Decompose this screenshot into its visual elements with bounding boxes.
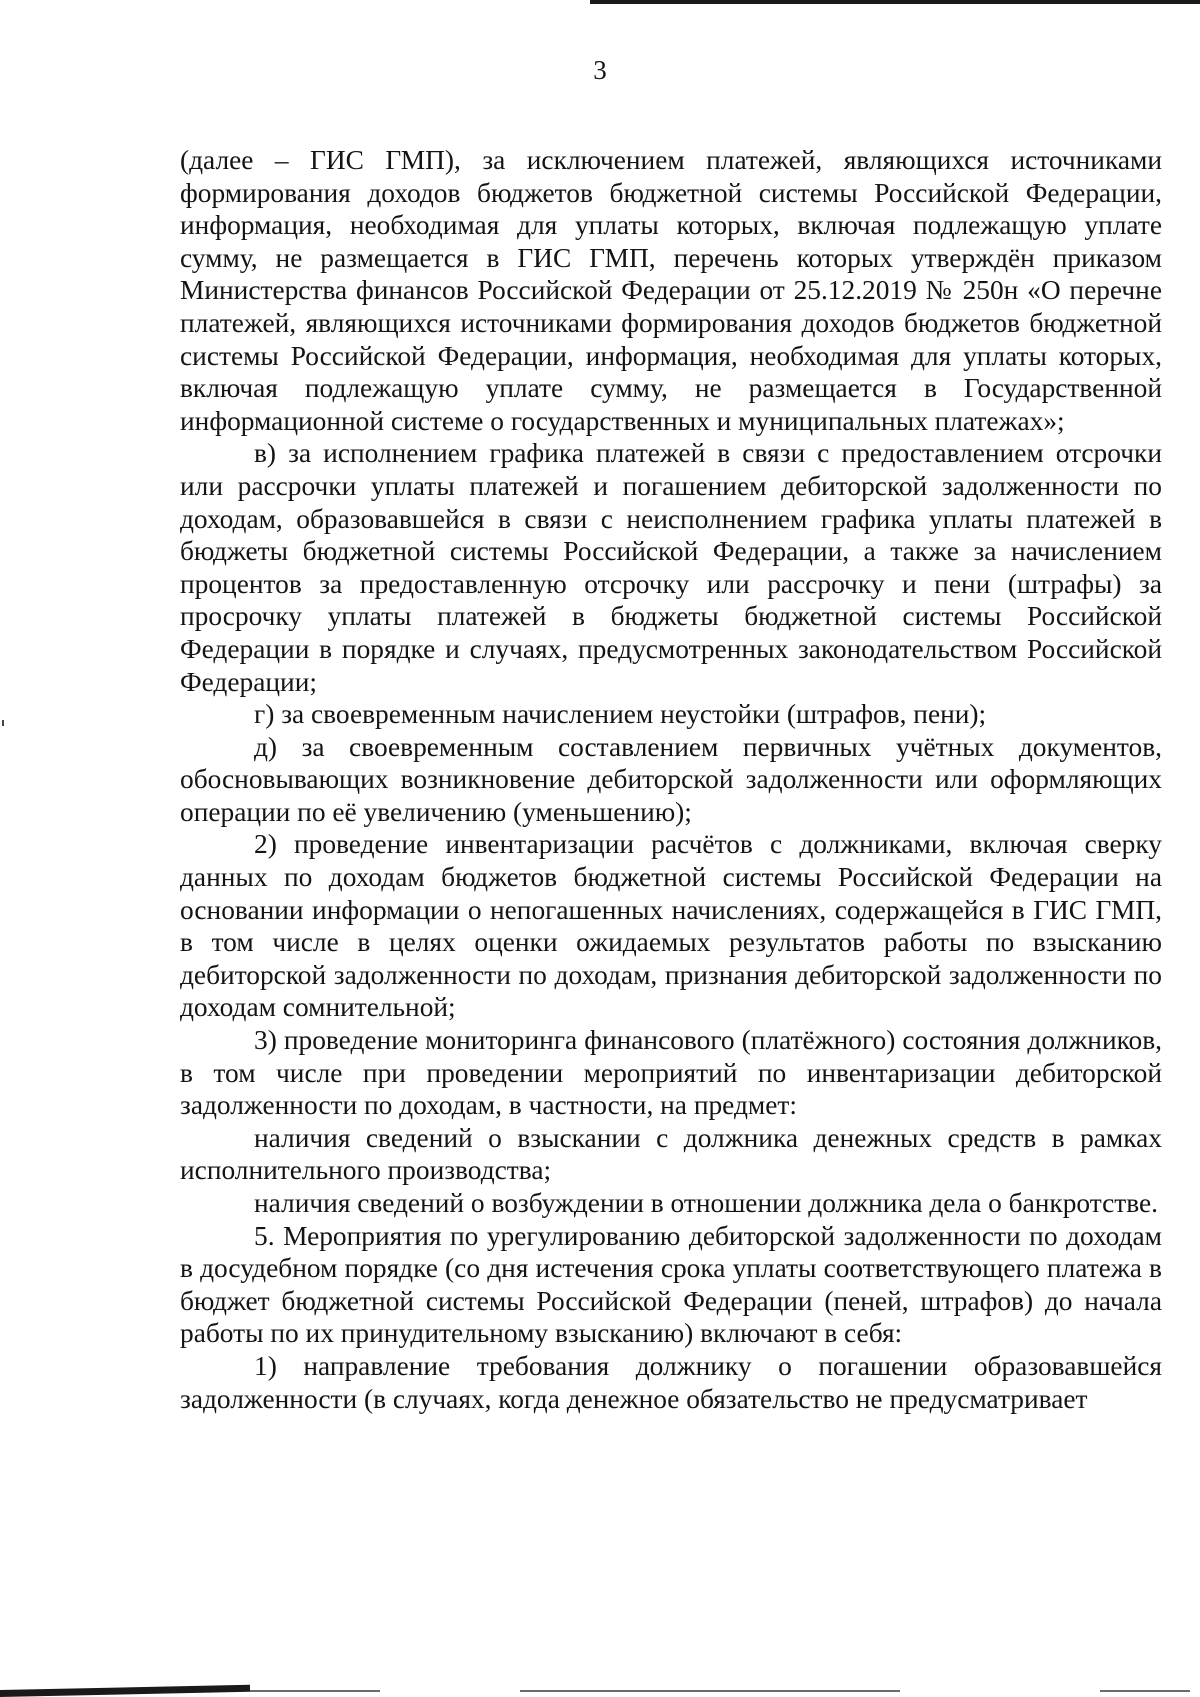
scan-edge-top (590, 0, 1200, 4)
paragraph-item-d: д) за своевременным составлением первичных учётных документов, обосновывающих возникновение дебиторской задолженности или оформляющих операции по её увеличению (уменьшению); (180, 731, 1162, 827)
page-number: 3 (593, 55, 607, 85)
scan-speck (2, 720, 4, 726)
scan-dash (1100, 1690, 1190, 1692)
paragraph-subitem-bankruptcy: наличия сведений о возбуждении в отношении должника дела о банкротстве. (254, 1188, 1158, 1218)
paragraph-section-5-item-1: 1) направление требования должнику о погашении образовавшейся задолженности (в случаях, когда денежное обязательство не предусматривает (180, 1350, 1162, 1414)
paragraph-item-2: 2) проведение инвентаризации расчётов с должниками, включая сверку данных по доходам бюджетов бюджетной системы Российской Федерации на основании информации о непогашенных начислениях, содержащейся в ГИС ГМП, в том числе в целях оценки ожидаемых результатов работы по взысканию дебиторской задолженности по доходам, признания дебиторской задолженности по доходам сомнительной; (180, 829, 1162, 1023)
document-body (180, 144, 1162, 1415)
scan-dash (250, 1690, 380, 1692)
paragraph-item-g: г) за своевременным начислением неустойки (штрафов, пени); (254, 699, 987, 730)
paragraph-item-v: в) за исполнением графика платежей в связи с предоставлением отсрочки или рассрочки уплаты платежей и погашением дебиторской задолженности по доходам, образовавшейся в связи с неисполнением графика уплаты платежей в бюджеты бюджетной системы Российской Федерации, а также за начислением процентов за предоставленную отсрочку или рассрочку и пени (штрафы) за просрочку уплаты платежей в бюджеты бюджетной системы Российской Федерации в порядке и случаях, предусмотренных законодательством Российской Федерации; (180, 438, 1162, 697)
paragraph-section-5: 5. Мероприятия по урегулированию дебиторской задолженности по доходам в досудебном порядке (со дня истечения срока уплаты соответствующего платежа в бюджет бюджетной системы Российской Федерации (пеней, штрафов) до начала работы по их принудительному взысканию) включают в себя: (180, 1220, 1162, 1349)
paragraph-item-3: 3) проведение мониторинга финансового (платёжного) состояния должников, в том числе при проведении мероприятий по инвентаризации дебиторской задолженности по доходам, в частности, на предмет: (180, 1025, 1162, 1121)
paragraph-subitem-enforcement: наличия сведений о взыскании с должника денежных средств в рамках исполнительного производства; (180, 1122, 1162, 1186)
scan-dash (520, 1690, 900, 1692)
paragraph-continuation: (далее – ГИС ГМП), за исключением платежей, являющихся источниками формирования доходов бюджетов бюджетной системы Российской Федерации, информация, необходимая для уплаты которых, включая подлежащую уплате сумму, не размещается в ГИС ГМП, перечень которых утверждён приказом Министерства финансов Российской Федерации от 25.12.2019 № 250н «О перечне платежей, являющихся источниками формирования доходов бюджетов бюджетной системы Российской Федерации, информация, необходимая для уплаты которых, включая подлежащую уплате сумму, не размещается в Государственной информационной системе о государственных и муниципальных платежах»; (180, 145, 1162, 436)
scan-edge-bottom (0, 1685, 250, 1697)
